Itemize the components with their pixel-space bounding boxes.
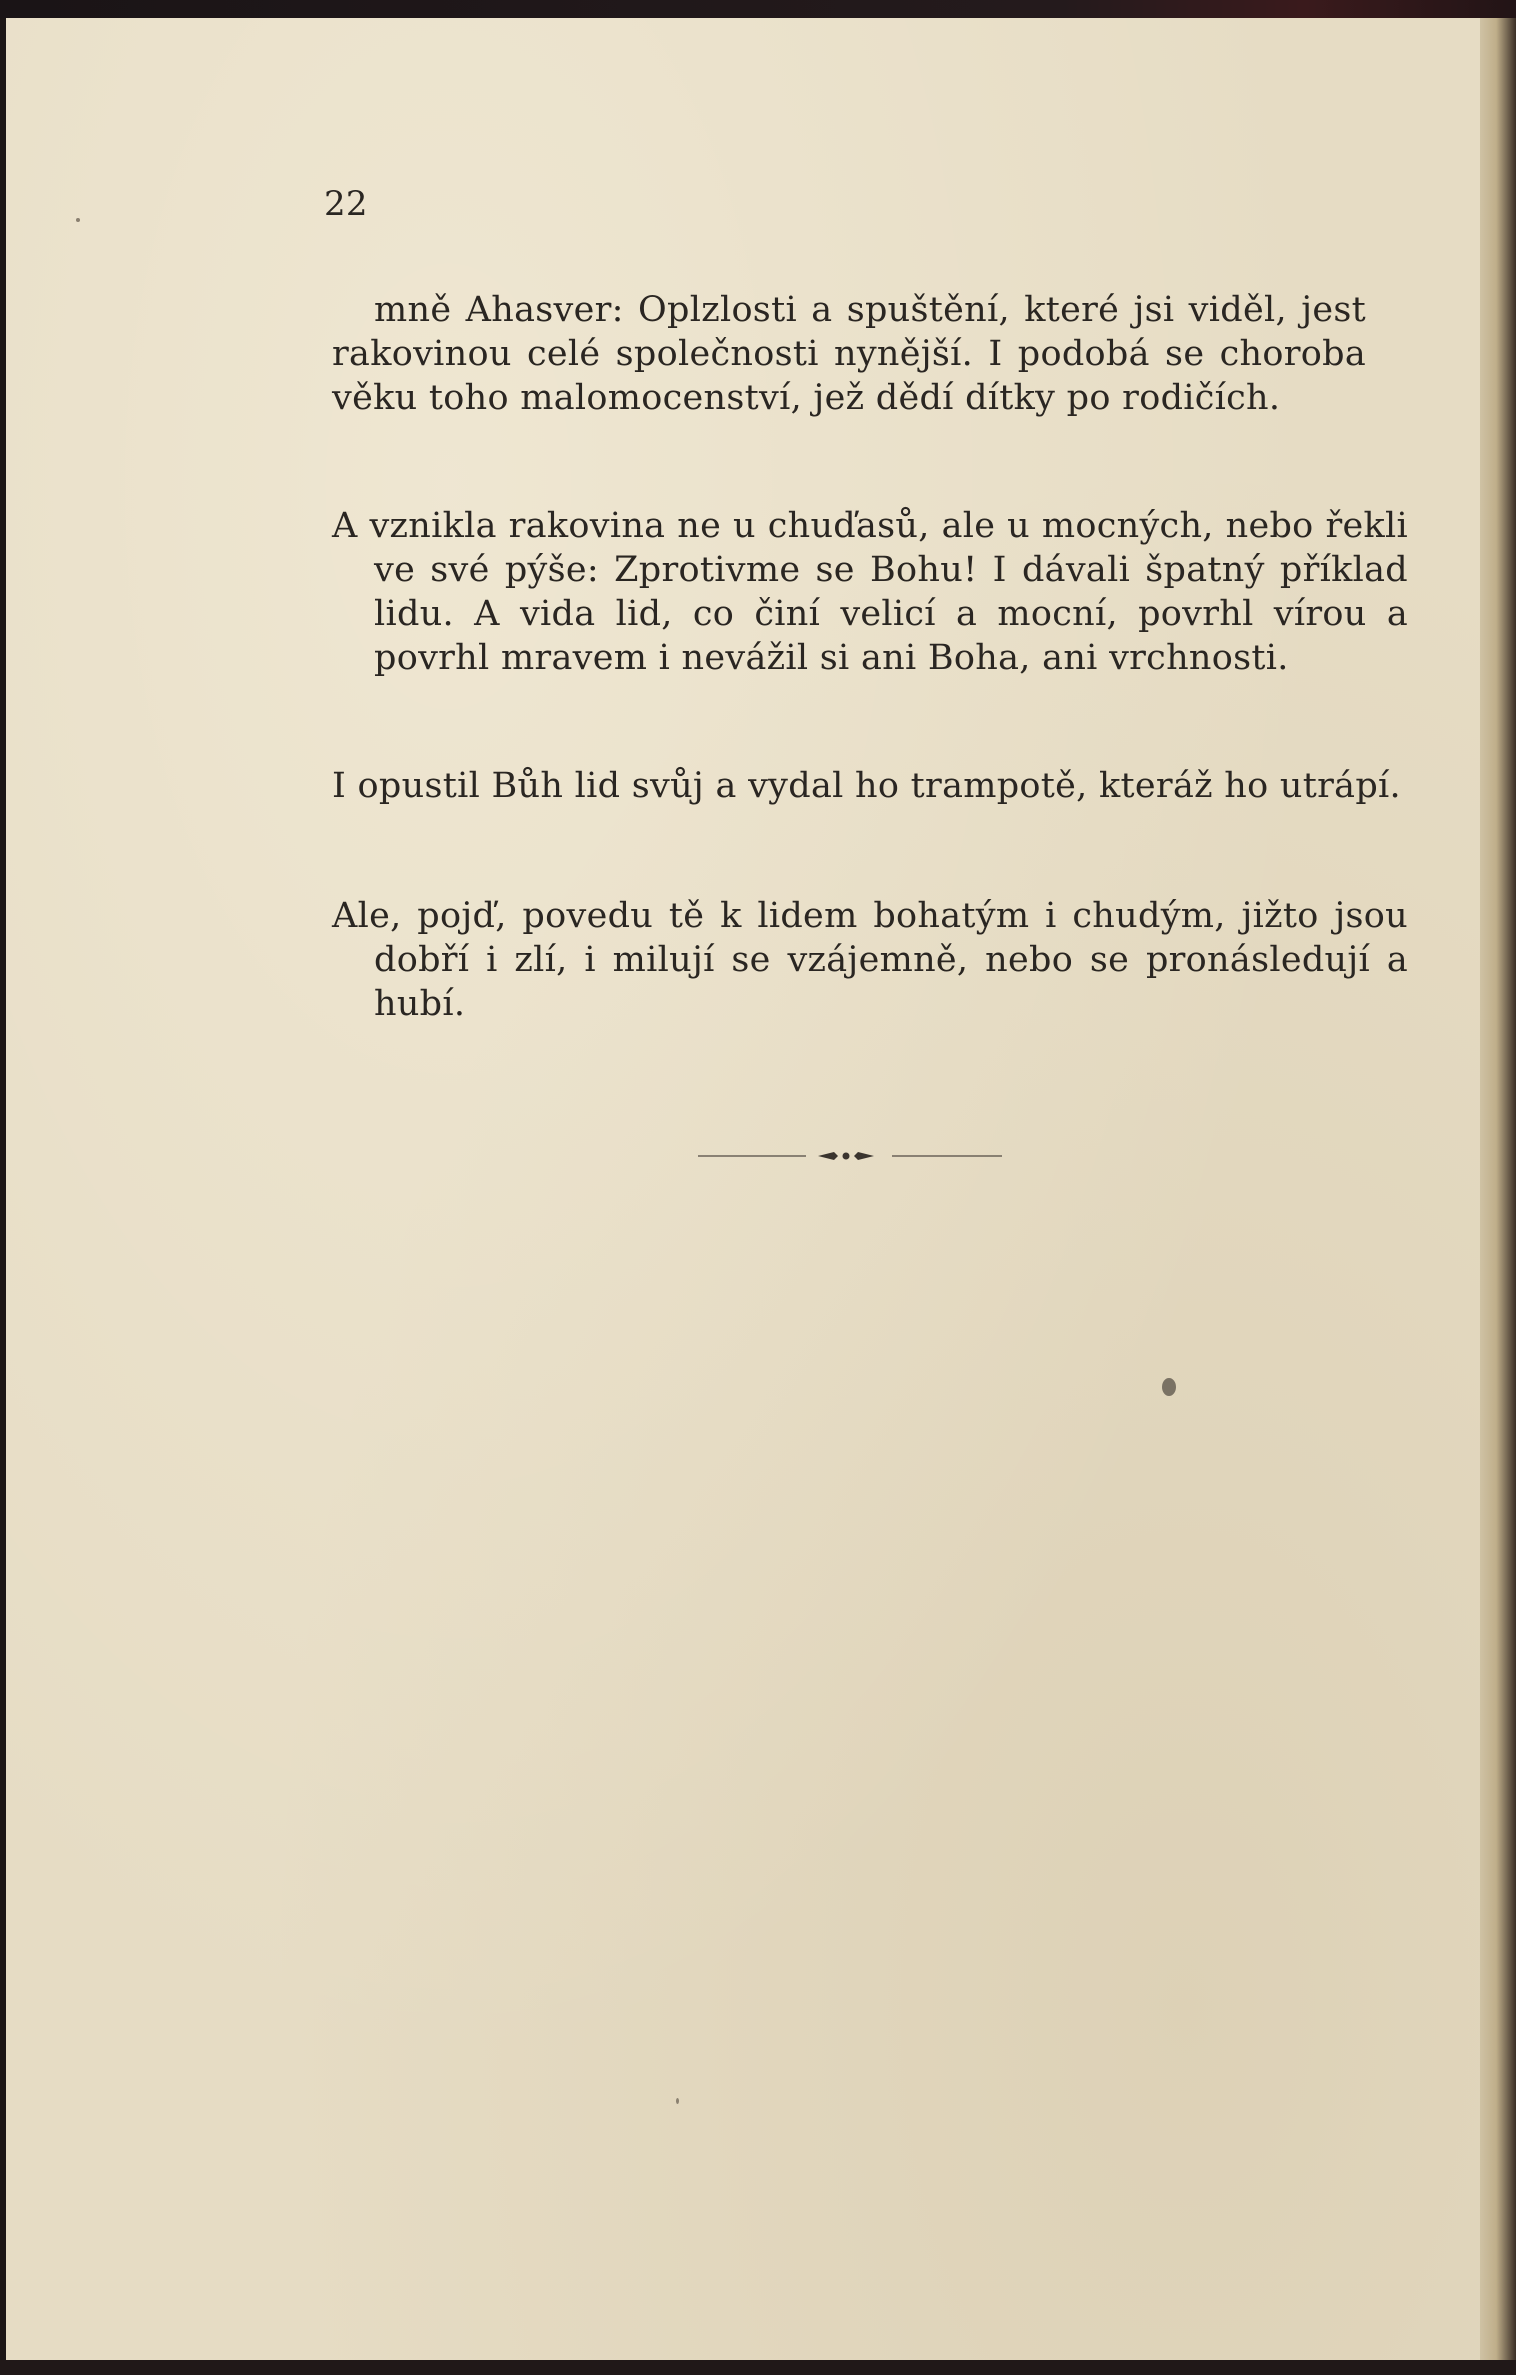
section-end-ornament (696, 1146, 1006, 1166)
paper-speck (676, 2098, 679, 2104)
paragraph-povedu: Ale, pojď, povedu tě k lidem bohatým i chudým, jižto jsou dobří i zlí, i milují se vzájemně, nebo se pronásledují a hubí. (332, 896, 1408, 1024)
paragraph-opustil: I opustil Bůh lid svůj a vydal ho trampotě, kteráž ho utrápí. (332, 766, 1401, 806)
paper-speck (1162, 1378, 1176, 1396)
book-page (6, 18, 1480, 2360)
bottom-border (0, 2360, 1516, 2375)
page-edge (1480, 18, 1516, 2360)
paragraph-continuation: mně Ahasver: Oplzlosti a spuštění, které jsi viděl, jest rakovinou celé společnosti nynější. I podobá se choroba věku toho malomocenství, jež dědí dítky po rodičích. (332, 290, 1366, 418)
paper-speck (76, 218, 80, 222)
top-border (0, 0, 1516, 18)
page-number: 22 (324, 184, 368, 224)
paragraph-rakovina: A vznikla rakovina ne u chuďasů, ale u mocných, nebo řekli ve své pýše: Zprotivme se Bohu! I dávali špatný příklad lidu. A vida lid, co činí velicí a mocní, povrhl vírou a povrhl mravem i nevážil si ani Boha, ani vrchnosti. (332, 506, 1408, 678)
